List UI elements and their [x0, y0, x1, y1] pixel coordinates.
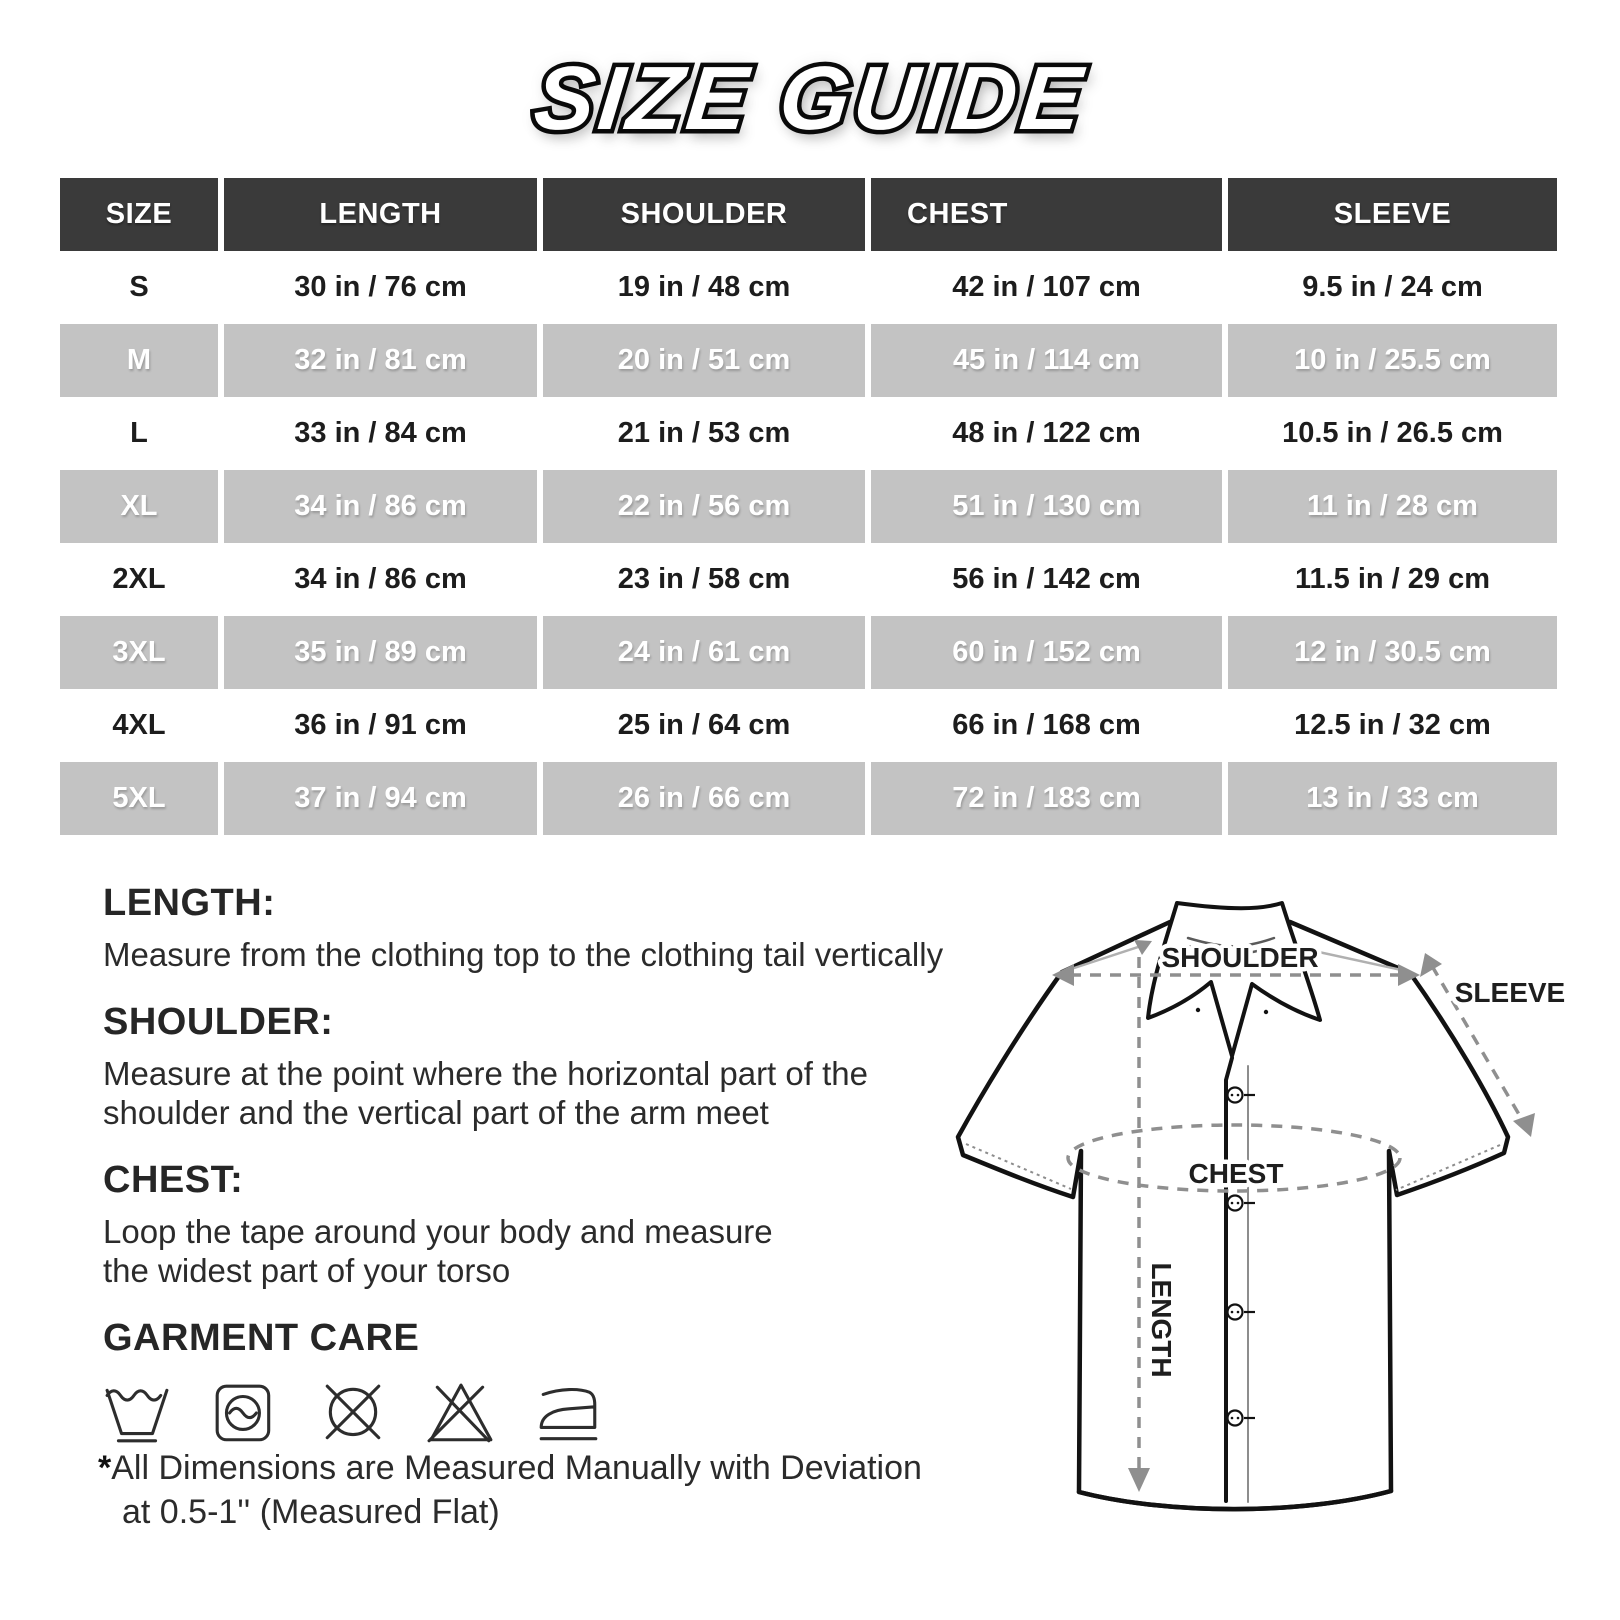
cell-sleeve: 10.5 in / 26.5 cm: [1228, 397, 1557, 470]
cell-chest: 48 in / 122 cm: [871, 397, 1222, 470]
cell-length: 33 in / 84 cm: [224, 397, 537, 470]
header-shoulder: SHOULDER: [543, 178, 865, 251]
cell-size: XL: [60, 470, 218, 543]
length-desc: Measure from the clothing top to the clothing tail vertically: [103, 936, 944, 973]
footnote-asterisk: *: [98, 1449, 112, 1487]
cell-length: 35 in / 89 cm: [224, 616, 537, 689]
shoulder-desc: shoulder and the vertical part of the arm meet: [103, 1094, 769, 1131]
footnote: [98, 1446, 998, 1534]
garment-care-heading: GARMENT CARE: [103, 1317, 420, 1359]
length-heading: LENGTH:: [103, 882, 276, 924]
cell-sleeve: 9.5 in / 24 cm: [1228, 251, 1557, 324]
cell-chest: 42 in / 107 cm: [871, 251, 1222, 324]
page-title: SIZE GUIDE: [529, 49, 1091, 149]
cell-size: 4XL: [60, 689, 218, 762]
cell-size: 3XL: [60, 616, 218, 689]
cell-size: L: [60, 397, 218, 470]
cell-sleeve: 13 in / 33 cm: [1228, 762, 1557, 835]
header-sleeve: SLEEVE: [1228, 178, 1557, 251]
cell-shoulder: 20 in / 51 cm: [543, 324, 865, 397]
cell-length: 36 in / 91 cm: [224, 689, 537, 762]
cell-shoulder: 25 in / 64 cm: [543, 689, 865, 762]
cell-chest: 66 in / 168 cm: [871, 689, 1222, 762]
tumble-dry-icon: [211, 1380, 279, 1448]
cell-shoulder: 19 in / 48 cm: [543, 251, 865, 324]
cell-sleeve: 11.5 in / 29 cm: [1228, 543, 1557, 616]
cell-shoulder: 24 in / 61 cm: [543, 616, 865, 689]
cell-length: 34 in / 86 cm: [224, 470, 537, 543]
chest-desc: Loop the tape around your body and measure: [103, 1213, 773, 1250]
shirt-measurement-diagram: [930, 860, 1590, 1560]
header-chest: CHEST: [871, 178, 1222, 251]
cell-sleeve: 10 in / 25.5 cm: [1228, 324, 1557, 397]
cell-shoulder: 21 in / 53 cm: [543, 397, 865, 470]
cell-length: 30 in / 76 cm: [224, 251, 537, 324]
shoulder-desc: Measure at the point where the horizontal part of the: [103, 1055, 868, 1092]
cell-size: 2XL: [60, 543, 218, 616]
header-size: SIZE: [60, 178, 218, 251]
sleeve-arrowhead-top: [1420, 953, 1442, 977]
footnote-line-2: at 0.5-1'' (Measured Flat): [122, 1493, 500, 1531]
label-sleeve: SLEEVE: [1454, 977, 1566, 1008]
cell-chest: 51 in / 130 cm: [871, 470, 1222, 543]
label-shoulder: SHOULDER: [1161, 942, 1319, 973]
cell-chest: 60 in / 152 cm: [871, 616, 1222, 689]
cell-length: 32 in / 81 cm: [224, 324, 537, 397]
size-table: [60, 178, 1557, 835]
cell-sleeve: 12 in / 30.5 cm: [1228, 616, 1557, 689]
wash-tub-icon: [103, 1380, 171, 1448]
cell-length: 37 in / 94 cm: [224, 762, 537, 835]
label-chest: CHEST: [1188, 1158, 1284, 1189]
cell-shoulder: 23 in / 58 cm: [543, 543, 865, 616]
chest-heading: CHEST:: [103, 1159, 244, 1201]
chest-desc: the widest part of your torso: [103, 1252, 511, 1289]
cell-chest: 56 in / 142 cm: [871, 543, 1222, 616]
cell-length: 34 in / 86 cm: [224, 543, 537, 616]
do-not-dry-clean-icon: [319, 1380, 387, 1448]
cell-sleeve: 12.5 in / 32 cm: [1228, 689, 1557, 762]
cell-size: 5XL: [60, 762, 218, 835]
cell-chest: 72 in / 183 cm: [871, 762, 1222, 835]
shoulder-heading: SHOULDER:: [103, 1001, 334, 1043]
cell-sleeve: 11 in / 28 cm: [1228, 470, 1557, 543]
cell-size: M: [60, 324, 218, 397]
header-length: LENGTH: [224, 178, 537, 251]
footnote-line-1: *All Dimensions are Measured Manually with Deviation: [98, 1449, 922, 1487]
cell-shoulder: 26 in / 66 cm: [543, 762, 865, 835]
care-icons-row: [103, 1378, 1033, 1448]
cell-shoulder: 22 in / 56 cm: [543, 470, 865, 543]
measure-instructions: [103, 882, 1033, 1448]
cell-chest: 45 in / 114 cm: [871, 324, 1222, 397]
sleeve-arrowhead-bottom: [1513, 1113, 1535, 1137]
do-not-bleach-icon: [427, 1380, 495, 1448]
cell-size: S: [60, 251, 218, 324]
label-length: LENGTH: [1146, 1262, 1177, 1378]
iron-icon: [535, 1380, 603, 1448]
